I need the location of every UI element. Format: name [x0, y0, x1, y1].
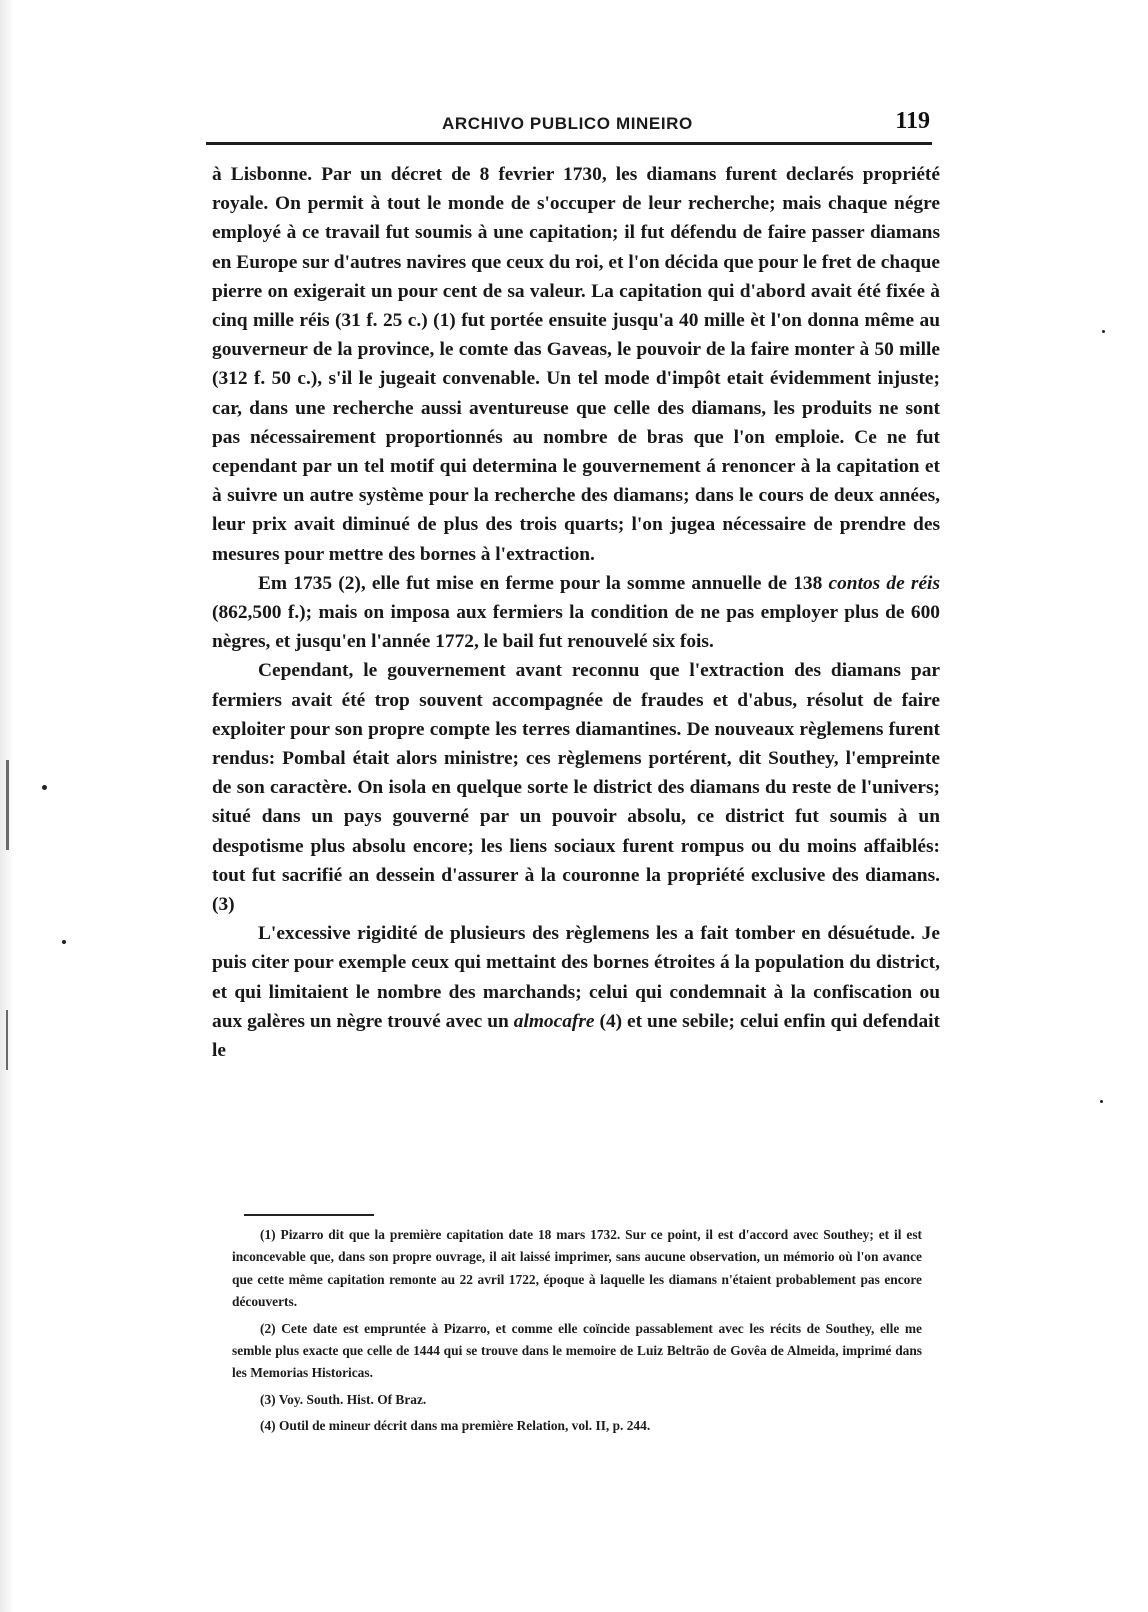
footnote-rule — [244, 1214, 374, 1216]
text-run: (4) et une sebile; celui enfin qui defendait le — [212, 1010, 940, 1062]
footnote: (3) Voy. South. Hist. Of Braz. — [260, 1391, 427, 1407]
footnote: (2) Cete date est empruntée à Pizarro, et comme elle coïncide passablement avec les récits de Southey, elle me semble plus exacte que celle de 1444 qui se trouve dans le memoire de Luiz Beltrão de Govêa de Almeida, imprimé dans les Memorias Historicas. — [232, 1320, 922, 1381]
italic-term: contos de réis — [828, 572, 940, 594]
paragraph: à Lisbonne. Par un décret de 8 fevrier 1730, les diamans furent declarés propriété royale. On permit à tout le monde de s'occuper de leur recherche; mais chaque négre employé à ce travail fut soumis à une capitation; il fut défendu de faire passer diamans en Europe sur d'autres navires que ceux du roi, et l'on décida que pour le fret de chaque pierre on exigerait un pour cent de sa valeur. La capitation qui d'abord avait été fixée à cinq mille réis (31 f. 25 c.) (1) fut portée ensuite jusqu'a 40 mille èt l'on donna même au gouverneur de la province, le comte das Gaveas, le pouvoir de la faire monter à 50 mille (312 f. 50 c.), s'il le jugeait convenable. Un tel mode d'impôt etait évidemment injuste; car, dans une recherche aussi aventureuse que celle des diamans, les produits ne sont pas nécessairement proportionnés au nombre de bras que l'on emploie. Ce ne fut cependant par un tel motif qui determina le gouvernement á renoncer à la capitation et à suivre un autre système pour la recherche des diamans; dans le cours de deux années, leur prix avait diminué de plus des trois quarts; l'on jugea nécessaire de prendre des mesures pour mettre des bornes à l'extraction. — [212, 164, 940, 565]
page-number: 119 — [895, 108, 930, 134]
binding-mark — [6, 1010, 8, 1070]
ink-speck — [1100, 1100, 1103, 1103]
binding-mark — [6, 760, 9, 850]
paragraph — [212, 919, 940, 1065]
text-run: Em 1735 (2), elle fut mise en ferme pour la somme annuelle de 138 — [258, 572, 823, 594]
footnote: (4) Outil de mineur décrit dans ma première Relation, vol. II, p. 244. — [260, 1418, 651, 1434]
page-header — [212, 108, 930, 138]
paragraph: Cependant, le gouvernement avant reconnu que l'extraction des diamans par fermiers avait été trop souvent accompagnée de fraudes et d'abus, résolut de faire exploiter pour son propre compte les terres diamantines. De nouveaux règlemens furent rendus: Pombal était alors ministre; ces règlemens portérent, dit Southey, l'empreinte de son caractère. On isola en quelque sorte le district des diamans du reste de l'univers; situé dans un pays gouverné par un pouvoir absolu, ce district fut soumis à un despotisme plus absolu encore; les liens sociaux furent rompus ou du moins affaiblés: tout fut sacrifié an dessein d'assurer à la couronne la propriété exclusive des diamans. (3) — [212, 660, 940, 916]
text-run: (862,500 f.); mais on imposa aux fermiers la condition de ne pas employer plus de 600 nègres, et jusqu'en l'année 1772, le bail fut renouvelé six fois. — [212, 602, 940, 653]
footnotes — [232, 1224, 922, 1442]
text-run: L'excessive rigidité de plusieurs des règlemens les a fait tomber en désuétude. Je puis citer pour exemple ceux qui mettaint des bornes étroites á la population du district, et qui limitaient le nombre des marchands; celui qui condemnait à la confiscation ou aux galères un nègre trouvé avec un — [212, 923, 940, 1032]
ink-speck — [1102, 330, 1105, 333]
paragraph — [212, 569, 940, 657]
italic-term: almocafre — [513, 1010, 595, 1032]
footnote: (1) Pizarro dit que la première capitation date 18 mars 1732. Sur ce point, il est d'accord avec Southey; et il est inconcevable que, dans son propre ouvrage, il ait laissé imprimer, sans aucune observation, un mémorio où l'on avance que cette même capitation remonte au 22 avril 1722, époque à laquelle les diamans n'étaient probablement pas encore découverts. — [232, 1227, 922, 1310]
header-rule — [206, 142, 932, 145]
running-title: ARCHIVO PUBLICO MINEIRO — [442, 114, 693, 133]
ink-speck — [62, 940, 66, 944]
main-text — [212, 160, 940, 1065]
ink-speck — [42, 785, 47, 790]
